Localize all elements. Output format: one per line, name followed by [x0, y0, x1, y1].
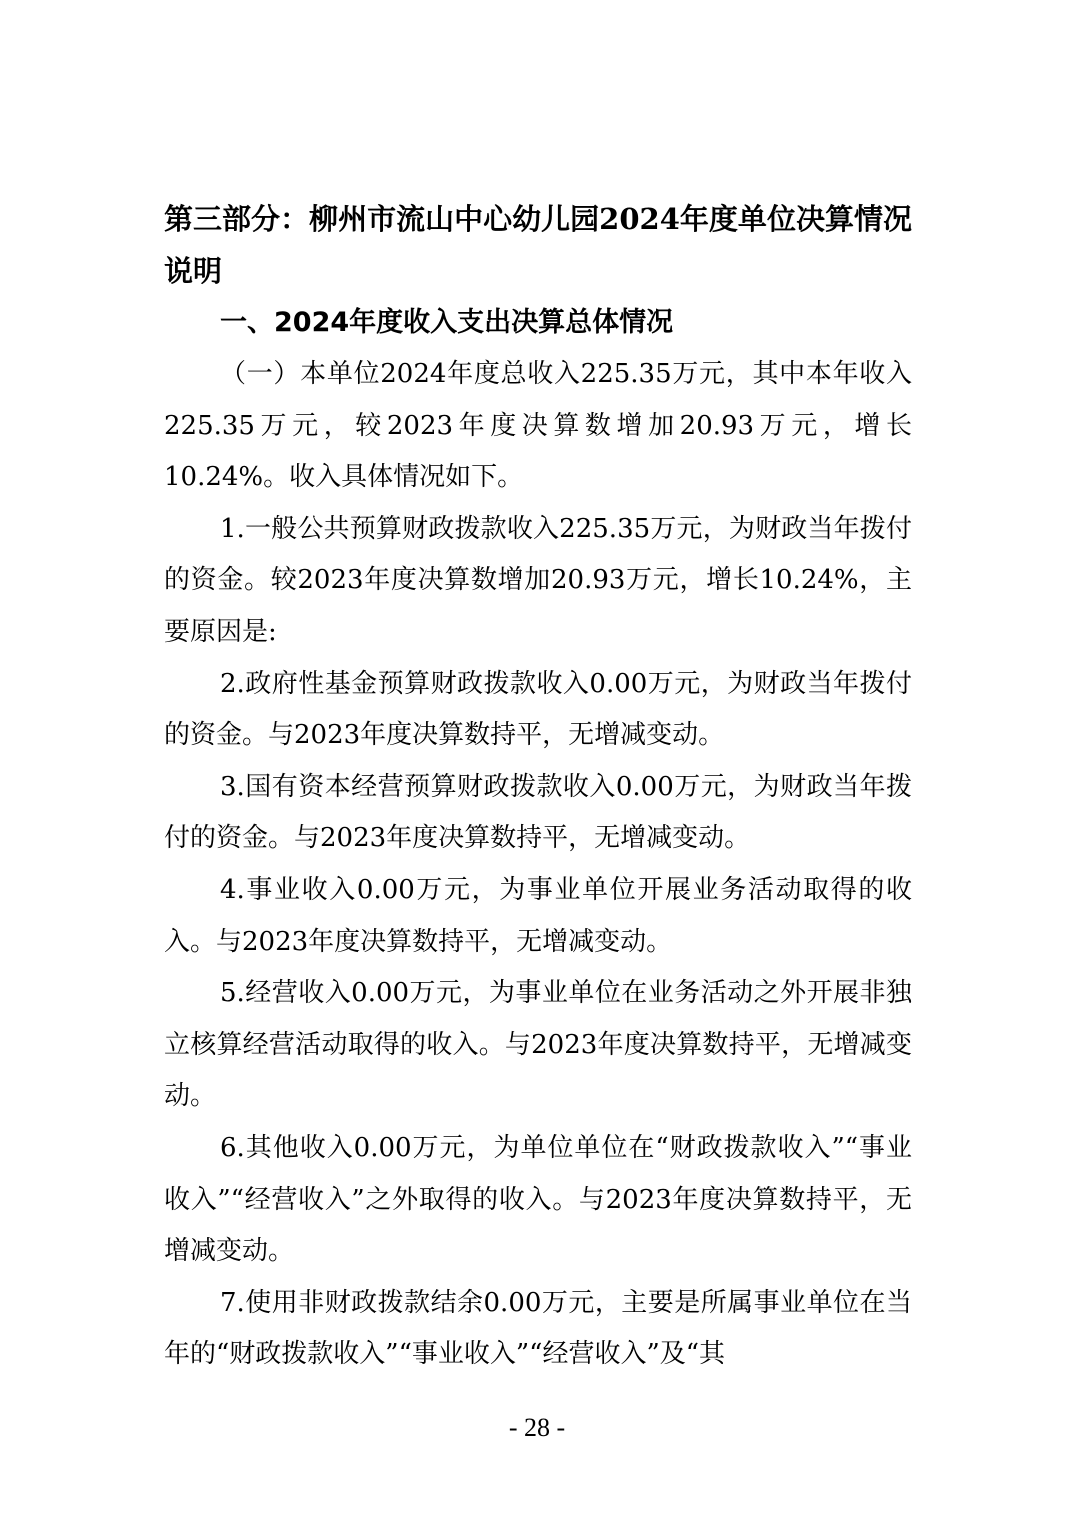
- paragraph-government-fund: 2.政府性基金预算财政拨款收入0.00万元，为财政当年拨付的资金。与2023年度决算数持平，无增减变动。: [164, 668, 912, 751]
- paragraph-business-income: 4.事业收入0.00万元，为事业单位开展业务活动取得的收入。与2023年度决算数持平，无增减变动。: [164, 874, 912, 957]
- paragraph-non-fiscal-balance: 7.使用非财政拨款结余0.00万元，主要是所属事业单位在当年的“财政拨款收入”“事业收入”“经营收入”及“其: [164, 1287, 912, 1370]
- page-number: - 28 -: [508, 1413, 566, 1442]
- paragraph-state-capital: 3.国有资本经营预算财政拨款收入0.00万元，为财政当年拨付的资金。与2023年度决算数持平，无增减变动。: [164, 771, 912, 854]
- section-heading: 一、2024年度收入支出决算总体情况: [220, 307, 674, 338]
- document-body: [164, 193, 912, 1381]
- paragraph-general-budget: 1.一般公共预算财政拨款收入225.35万元，为财政当年拨付的资金。较2023年度决算数增加20.93万元，增长10.24%，主要原因是:: [164, 513, 912, 647]
- paragraph-operating-income: 5.经营收入0.00万元，为事业单位在业务活动之外开展非独立核算经营活动取得的收入。与2023年度决算数持平，无增减变动。: [164, 978, 912, 1112]
- paragraph-other-income: 6.其他收入0.00万元，为单位单位在“财政拨款收入”“事业收入”“经营收入”之外取得的收入。与2023年度决算数持平，无增减变动。: [164, 1132, 912, 1267]
- document-title: 第三部分：柳州市流山中心幼儿园2024年度单位决算情况说明: [164, 202, 912, 288]
- paragraph-income-total: （一）本单位2024年度总收入225.35万元，其中本年收入225.35万元，较2023年度决算数增加20.93万元，增长10.24%。收入具体情况如下。: [164, 359, 912, 493]
